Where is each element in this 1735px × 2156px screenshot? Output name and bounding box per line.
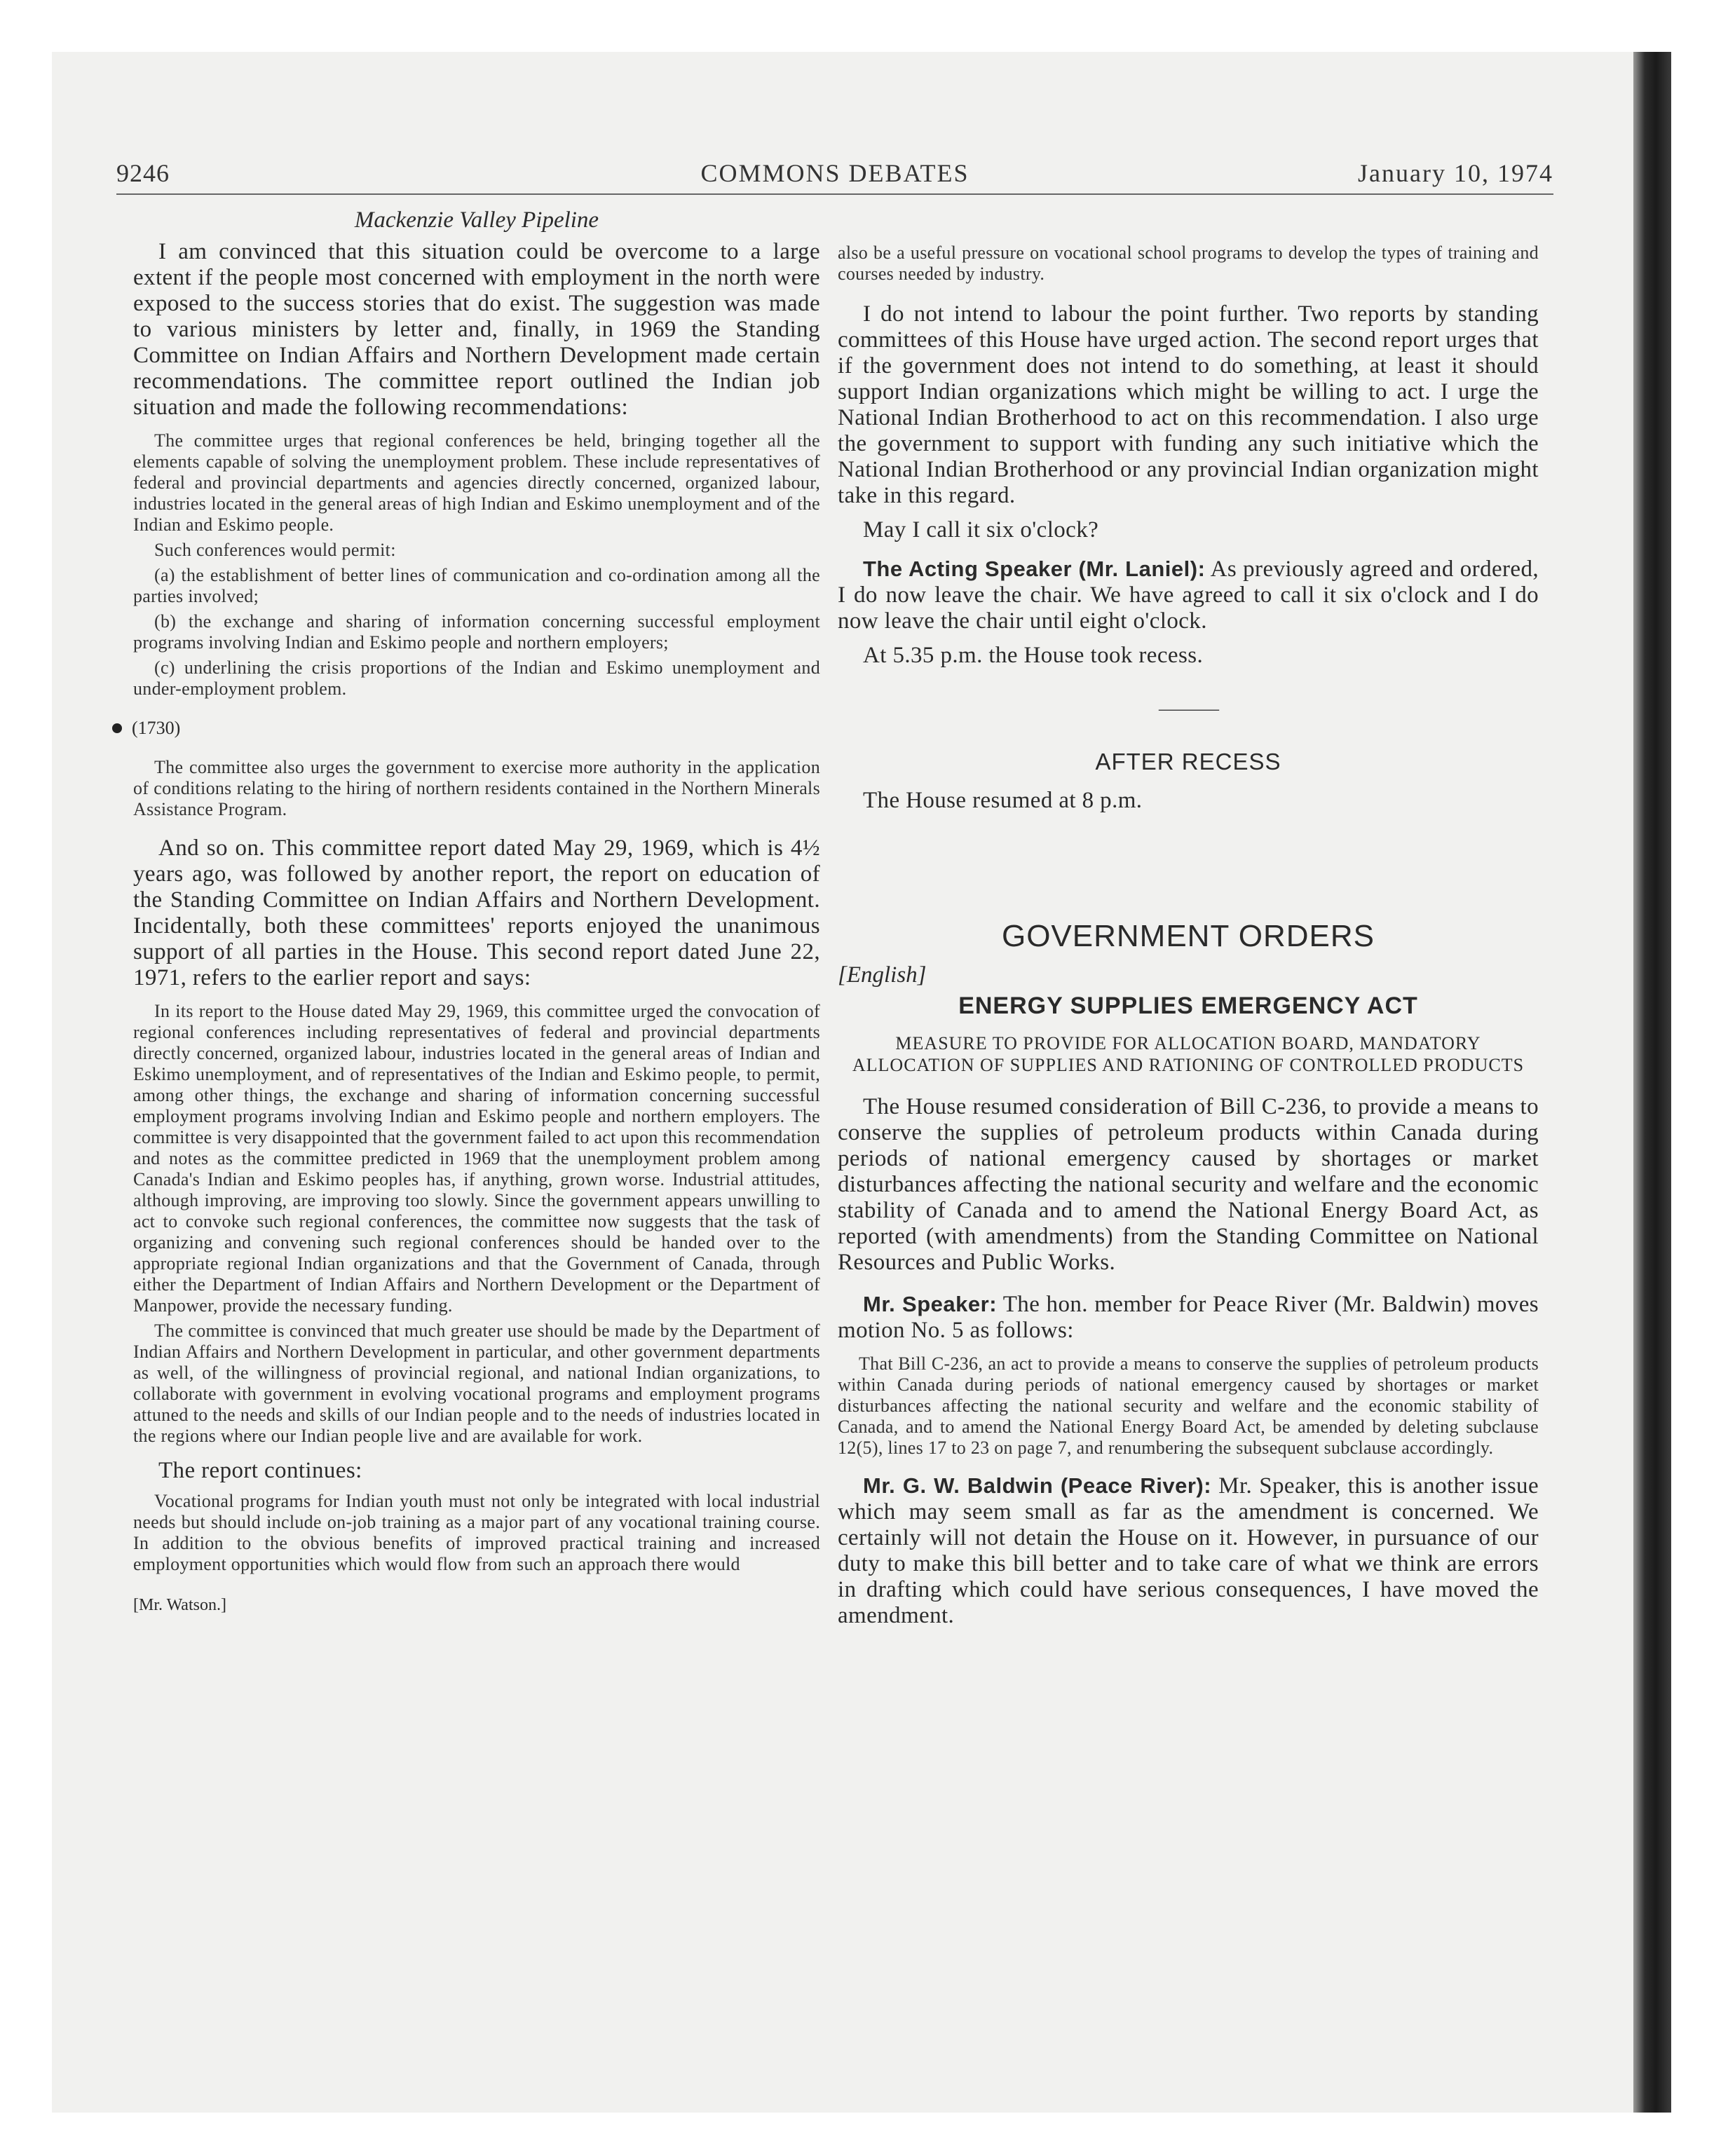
time-marker-label: (1730) (132, 718, 181, 738)
paragraph: The House resumed at 8 p.m. (863, 788, 1143, 813)
quoted-text: (c) underlining the crisis proportions of the Indian and Eskimo unemployment and under-employment problem. (133, 657, 820, 699)
speaker-name: The Acting Speaker (Mr. Laniel): (863, 557, 1206, 581)
quoted-text: Vocational programs for Indian youth must not only be integrated with local industrial needs but should include on-job training as a major part of any vocational training course. In addition to the obvious benefits of improved practical training and increased employment opportunities which would flow from such an approach there would (133, 1491, 820, 1574)
paragraph: The House resumed consideration of Bill C-236, to provide a means to conserve the supplies of petroleum products within Canada during periods of national emergency caused by shortages or market disturbances affecting the national security and welfare and the economic stability of Canada and to amend the National Energy Board Act, as reported (with amendments) from the Standing Committee on National Resources and Public Works. (838, 1094, 1539, 1275)
quoted-text: also be a useful pressure on vocational school programs to develop the types of training and courses needed by industry. (838, 243, 1539, 284)
paragraph: At 5.35 p.m. the House took recess. (863, 643, 1204, 668)
bill-subtitle: MEASURE TO PROVIDE FOR ALLOCATION BOARD, MANDATORY ALLOCATION OF SUPPLIES AND RATIONING OF CONTROLLED PRODUCTS (852, 1033, 1525, 1075)
paragraph: The Acting Speaker (Mr. Laniel): As previously agreed and ordered, I do now leave the chair. We have agreed to call it six o'clock and I do now leave the chair until eight o'clock. (838, 557, 1539, 634)
bill-title: ENERGY SUPPLIES EMERGENCY ACT (958, 992, 1418, 1019)
quoted-text: The committee also urges the government to exercise more authority in the application of conditions relating to the hiring of northern residents contained in the Northern Minerals Assistance Program. (133, 757, 820, 819)
paragraph: Mr. G. W. Baldwin (Peace River): Mr. Speaker, this is another issue which may seem small as far as the amendment is concerned. We certainly will not detain the House on it. However, in pursuance of our duty to make this bill better and to take care of what we think are errors in drafting which could have serious consequences, I have moved the amendment. (838, 1473, 1539, 1628)
section-divider: ——— (1159, 697, 1218, 720)
right-column (838, 243, 1539, 1629)
left-column (133, 207, 820, 1615)
page-date: January 10, 1974 (1358, 159, 1553, 187)
language-tag: [English] (838, 962, 927, 988)
quoted-text: Such conferences would permit: (154, 540, 396, 560)
quoted-text: The committee is convinced that much greater use should be made by the Department of Indian Affairs and Northern Development in particular, and other government departments as well, of the willingness of provincial regional, and national Indian organizations, to collaborate with government in evolving vocational programs and employment programs attuned to the needs and skills of our Indian people and to the needs of industries located in the regions where our Indian people live and are available for work. (133, 1321, 820, 1446)
paragraph: The report continues: (158, 1458, 362, 1483)
page-header (116, 158, 1553, 195)
quoted-text: (a) the establishment of better lines of communication and co-ordination among all the parties involved; (133, 565, 820, 606)
time-marker (112, 718, 820, 739)
paragraph: I do not intend to labour the point further. Two reports by standing committees of this House have urged action. The second report urges that if the government does not intend to do something, at least it should support Indian organizations which might be willing to act. I urge the National Indian Brotherhood to act on this recommendation. I also urge the government to support with funding any such initiative which the National Indian Brotherhood or any provincial Indian organization might take in this regard. (838, 301, 1539, 508)
paragraph: I am convinced that this situation could be overcome to a large extent if the people most concerned with employment in the north were exposed to the success stories that do exist. The suggestion was made to various ministers by letter and, finally, in 1969 the Standing Committee on Indian Affairs and Northern Development made certain recommendations. The committee report outlined the Indian job situation and made the following recommendations: (133, 239, 820, 420)
publication-title: COMMONS DEBATES (700, 159, 969, 187)
speaker-name: Mr. Speaker: (863, 1292, 998, 1316)
section-heading: GOVERNMENT ORDERS (1001, 919, 1375, 953)
paragraph: May I call it six o'clock? (863, 517, 1099, 543)
quoted-text: That Bill C-236, an act to provide a means to conserve the supplies of petroleum products within Canada during periods of national emergency caused by shortages or market disturbances affecting the national security and welfare and the economic stability of Canada, and to amend the National Energy Board Act, be amended by deleting subclause 12(5), lines 17 to 23 on page 7, and renumbering the subsequent subclause accordingly. (838, 1353, 1539, 1458)
speaker-name: Mr. G. W. Baldwin (Peace River): (863, 1473, 1212, 1498)
bullet-icon (112, 723, 122, 733)
topic-heading: Mackenzie Valley Pipeline (354, 207, 599, 233)
paragraph: Mr. Speaker: The hon. member for Peace River (Mr. Baldwin) moves motion No. 5 as follows: (838, 1292, 1539, 1343)
quoted-text: In its report to the House dated May 29, 1969, this committee urged the convocation of regional conferences including representatives of federal and provincial departments directly concerned, organized labour, industries located in the general areas of Indian and Eskimo unemployment, and of representatives of the Indian and Eskimo people, to permit, among other things, the exchange and sharing of information concerning successful employment programs involving Indian and Eskimo people and northern employers. The committee is very disappointed that the government failed to act upon this recommendation and notes as the committee predicted in 1969 that the unemployment problem among Canada's Indian and Eskimo peoples has, if anything, grown worse. Industrial attitudes, although improving, are improving too slowly. Since the government appears unwilling to act to convoke such regional conferences, the committee now suggests that the task of organizing and convening such regional conferences should be handed over to the appropriate regional Indian organizations and that the Government of Canada, through either the Department of Indian Affairs and Northern Development or the Department of Manpower, provide the necessary funding. (133, 1001, 820, 1316)
scan-edge-shadow (1633, 52, 1671, 2113)
paragraph: And so on. This committee report dated May 29, 1969, which is 4½ years ago, was followed by another report, the report on education of the Standing Committee on Indian Affairs and Northern Development. Incidentally, both these committees' reports enjoyed the unanimous support of all parties in the House. This second report dated June 22, 1971, refers to the earlier report and says: (133, 835, 820, 990)
quoted-text: (b) the exchange and sharing of information concerning successful employment programs involving Indian and Eskimo people and northern employers; (133, 611, 820, 653)
section-heading: AFTER RECESS (1095, 749, 1281, 775)
quoted-text: The committee urges that regional conferences be held, bringing together all the elements capable of solving the unemployment problem. These include representatives of federal and provincial departments and agencies directly concerned, organized labour, industries located in the general areas of high Indian and Eskimo unemployment and of the Indian and Eskimo people. (133, 430, 820, 535)
speaker-attribution: [Mr. Watson.] (133, 1596, 226, 1614)
page-number: 9246 (116, 159, 170, 187)
